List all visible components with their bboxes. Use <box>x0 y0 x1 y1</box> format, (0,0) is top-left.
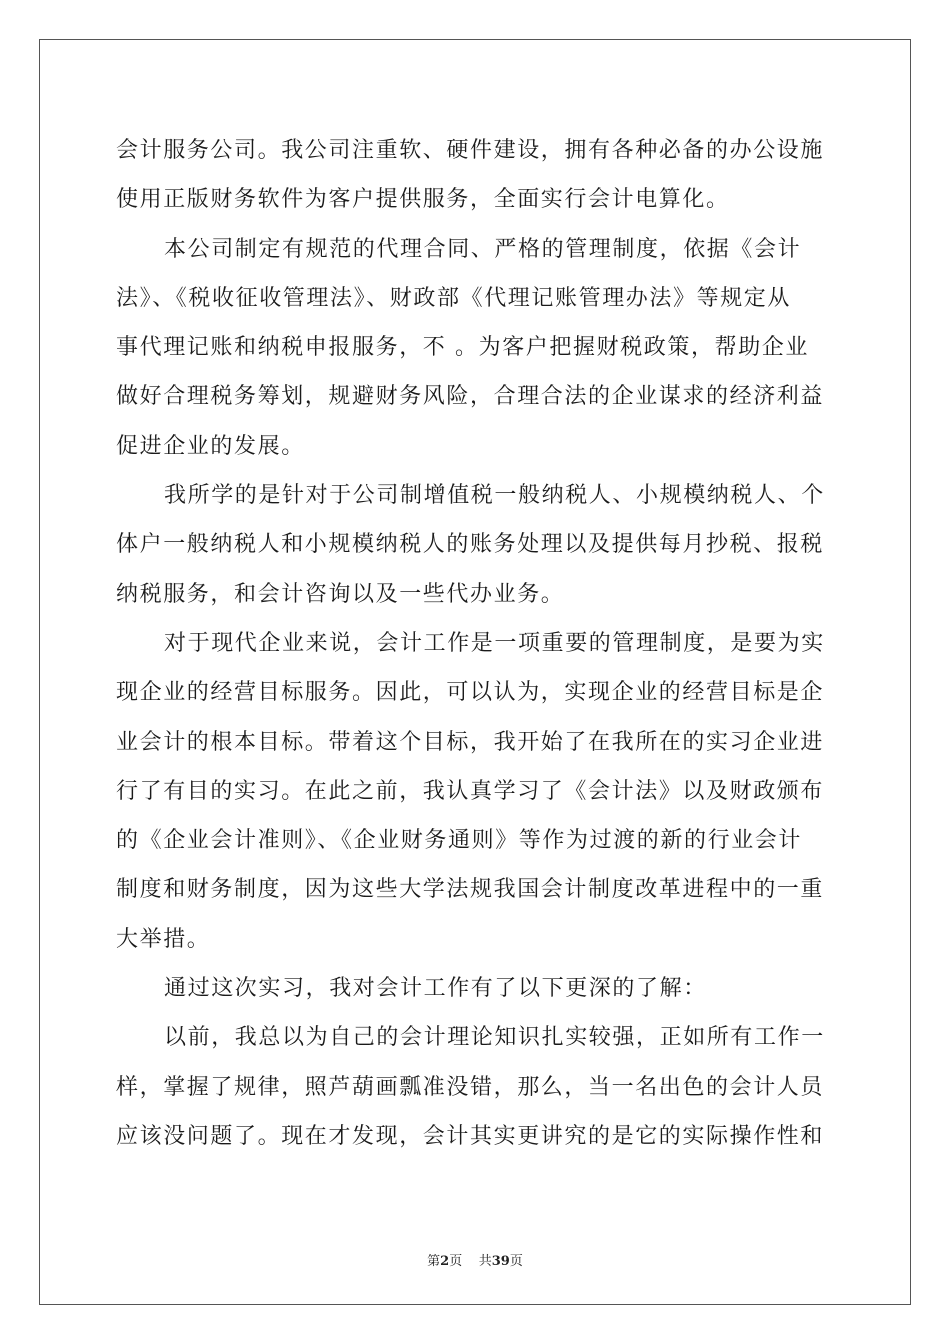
text-line: 使用正版财务软件为客户提供服务，全面实行会计电算化。 <box>116 187 730 213</box>
footer-page-number: 2 <box>440 1254 450 1269</box>
text-line: 以前，我总以为自己的会计理论知识扎实较强，正如所有工作一 <box>164 1025 825 1051</box>
document-body <box>116 126 836 1161</box>
text-line: 业会计的根本目标。带着这个目标，我开始了在我所在的实习企业进 <box>116 729 825 755</box>
text-line: 事代理记账和纳税申报服务，不 。为客户把握财税政策，帮助企业 <box>116 335 809 361</box>
text-line: 应该没问题了。现在才发现，会计其实更讲究的是它的实际操作性和 <box>116 1123 825 1149</box>
text-line: 通过这次实习，我对会计工作有了以下更深的了解： <box>164 976 707 1002</box>
footer-total-pages: 39 <box>491 1254 510 1269</box>
footer-total-prefix: 共 <box>478 1254 492 1269</box>
text-line: 纳税服务，和会计咨询以及一些代办业务。 <box>116 581 565 607</box>
text-line: 促进企业的发展。 <box>116 433 305 459</box>
text-line: 体户一般纳税人和小规模纳税人的账务处理以及提供每月抄税、报税 <box>116 532 825 558</box>
text-line: 对于现代企业来说，会计工作是一项重要的管理制度，是要为实 <box>164 630 825 656</box>
text-line: 会计服务公司。我公司注重软、硬件建设，拥有各种必备的办公设施 <box>116 138 825 163</box>
footer-page-suffix: 页 <box>449 1254 463 1269</box>
footer-page-prefix: 第 <box>427 1254 441 1269</box>
text-line: 的《企业会计准则》、《企业财务通则》等作为过渡的新的行业会计 <box>116 828 803 854</box>
text-line: 大举措。 <box>116 926 211 952</box>
text-line: 行了有目的实习。在此之前，我认真学习了《会计法》以及财政颁布 <box>116 778 825 804</box>
page-footer <box>0 1250 950 1269</box>
text-line: 本公司制定有规范的代理合同、严格的管理制度，依据《会计 <box>164 236 802 262</box>
footer-total-suffix: 页 <box>509 1254 523 1269</box>
text-line: 做好合理税务筹划，规避财务风险，合理合法的企业谋求的经济利益 <box>116 384 825 410</box>
text-line: 我所学的是针对于公司制增值税一般纳税人、小规模纳税人、个 <box>164 483 825 509</box>
text-line: 现企业的经营目标服务。因此，可以认为，实现企业的经营目标是企 <box>116 680 825 706</box>
text-line: 样，掌握了规律，照芦葫画瓢准没错，那么，当一名出色的会计人员 <box>116 1074 825 1100</box>
text-line: 制度和财务制度，因为这些大学法规我国会计制度改革进程中的一重 <box>116 877 825 903</box>
text-line: 法》、《税收征收管理法》、财政部《代理记账管理办法》等规定从 <box>116 285 792 311</box>
